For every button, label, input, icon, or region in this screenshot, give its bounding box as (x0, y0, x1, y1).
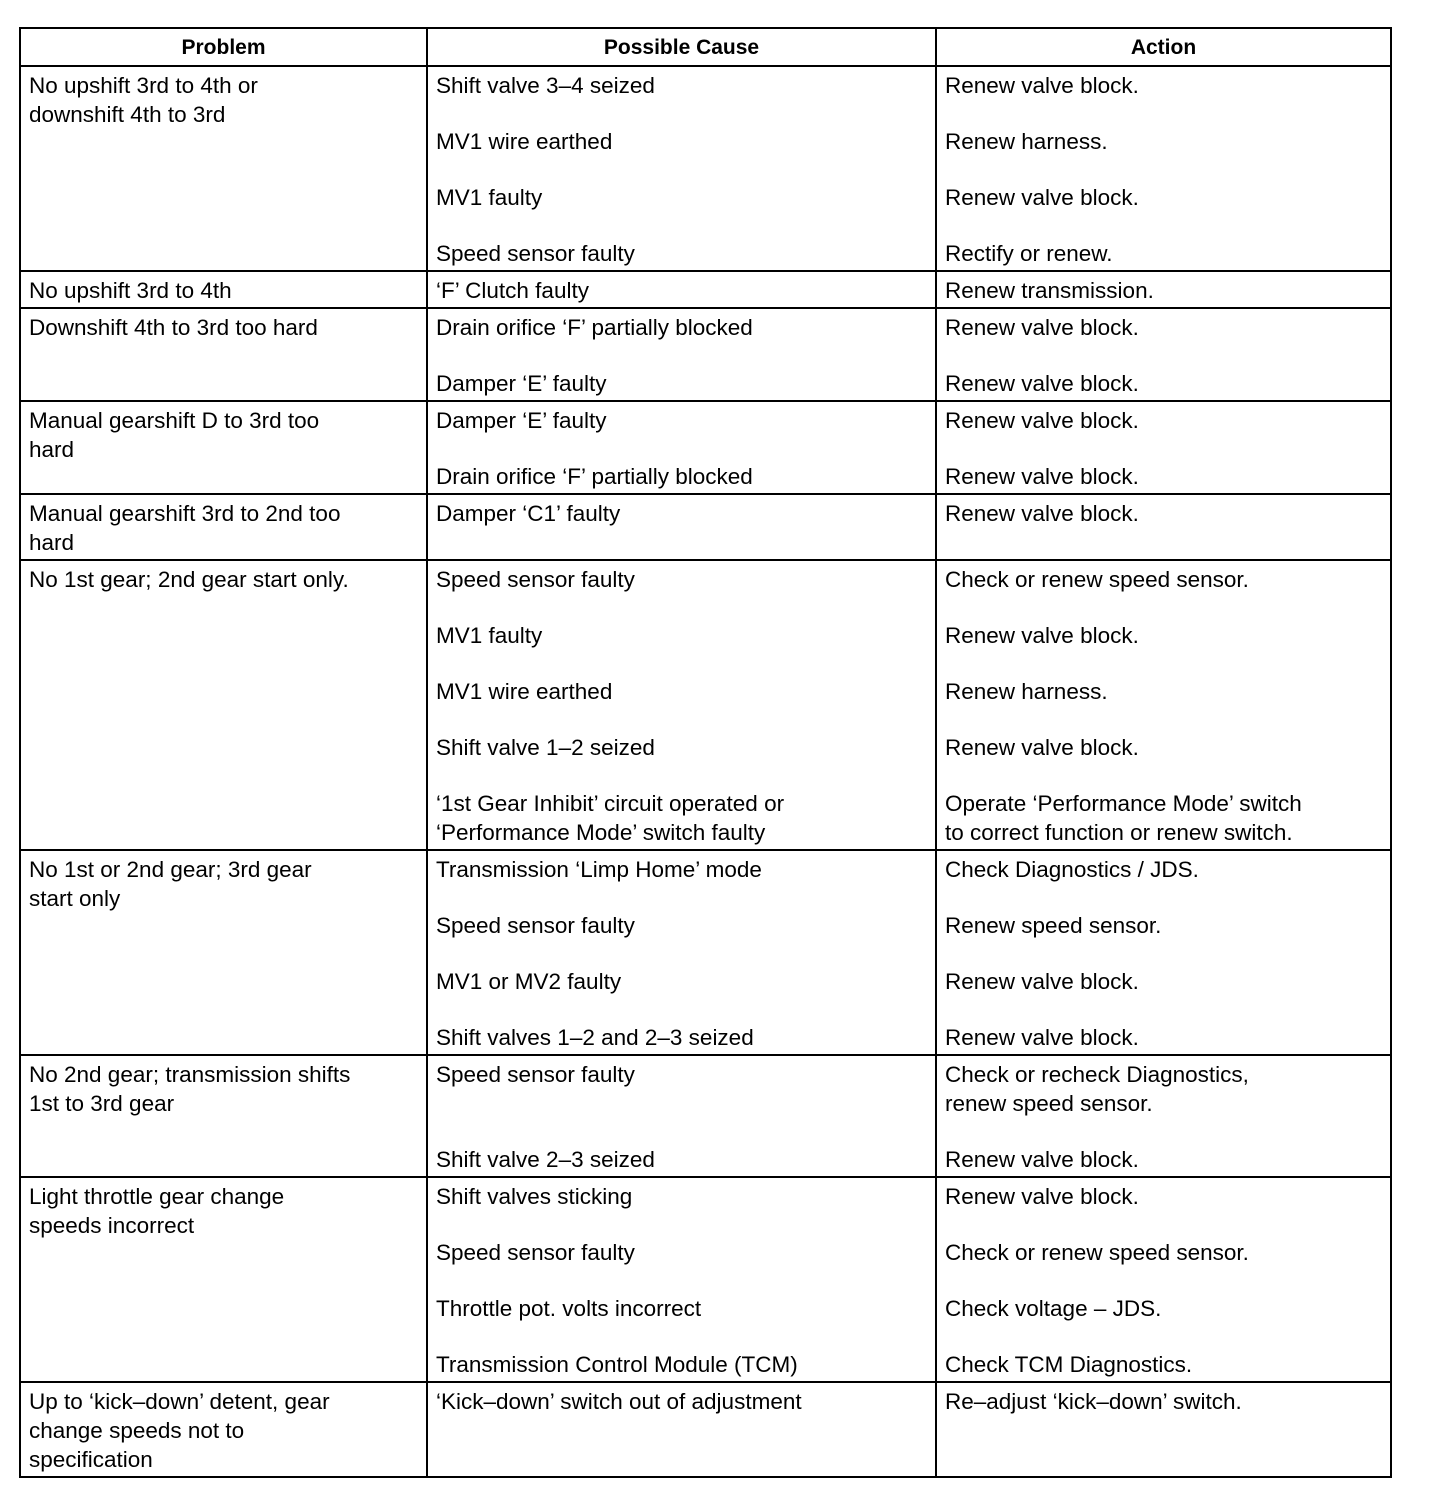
action-text: renew speed sensor. (945, 1091, 1153, 1116)
cause-entry (436, 789, 927, 847)
problem-cell (20, 401, 427, 494)
action-text: Renew transmission. (945, 278, 1154, 303)
action-entry (945, 313, 1382, 342)
action-text: Renew valve block. (945, 371, 1139, 396)
table-row (20, 560, 1391, 850)
action-entry (945, 71, 1382, 100)
problem-text: Light throttle gear change (29, 1184, 285, 1209)
cause-text: Shift valves 1–2 and 2–3 seized (436, 1025, 754, 1050)
action-cell (936, 494, 1391, 560)
cause-entry (436, 621, 927, 650)
problem-text: No 2nd gear; transmission shifts (29, 1062, 351, 1087)
cause-text: MV1 wire earthed (436, 679, 613, 704)
cause-text (436, 1089, 927, 1118)
cause-entry (436, 369, 927, 398)
table-row (20, 494, 1391, 560)
cause-entry (436, 1294, 927, 1323)
cause-text: Speed sensor faulty (436, 241, 635, 266)
table-row (20, 308, 1391, 401)
action-text: Renew valve block. (945, 1184, 1139, 1209)
action-text: Renew harness. (945, 129, 1108, 154)
action-entry (945, 239, 1382, 268)
header-problem: Problem (20, 28, 427, 66)
cause-text: MV1 faulty (436, 623, 543, 648)
cause-text: ‘Performance Mode’ switch faulty (436, 820, 766, 845)
cause-text: Transmission Control Module (TCM) (436, 1352, 798, 1377)
cause-text: Speed sensor faulty (436, 1062, 635, 1087)
possible-cause-cell (427, 850, 936, 1055)
cause-entry (436, 1060, 927, 1118)
action-entry (945, 1060, 1382, 1118)
cause-entry (436, 1145, 927, 1174)
cause-text: Shift valve 2–3 seized (436, 1147, 655, 1172)
action-text: Renew valve block. (945, 1147, 1139, 1172)
action-entry (945, 499, 1382, 528)
problem-text: No 1st gear; 2nd gear start only. (29, 567, 349, 592)
problem-cell (20, 1382, 427, 1477)
problem-cell (20, 850, 427, 1055)
cause-entry (436, 677, 927, 706)
cause-entry (436, 71, 927, 100)
action-text: Renew valve block. (945, 501, 1139, 526)
cause-entry (436, 733, 927, 762)
action-text: Renew valve block. (945, 735, 1139, 760)
action-text: Renew valve block. (945, 464, 1139, 489)
table-row (20, 1055, 1391, 1177)
cause-entry (436, 1023, 927, 1052)
cause-text: Throttle pot. volts incorrect (436, 1296, 702, 1321)
action-entry (945, 789, 1382, 847)
cause-entry (436, 911, 927, 940)
problem-text: hard (29, 530, 75, 555)
cause-text: Damper ‘E’ faulty (436, 408, 607, 433)
cause-text: ‘1st Gear Inhibit’ circuit operated or (436, 791, 785, 816)
action-cell (936, 1177, 1391, 1382)
cause-entry (436, 967, 927, 996)
action-text: Renew harness. (945, 679, 1108, 704)
possible-cause-cell (427, 271, 936, 308)
problem-cell (20, 66, 427, 271)
cause-text: Drain orifice ‘F’ partially blocked (436, 464, 753, 489)
action-entry (945, 1238, 1382, 1267)
cause-text: Speed sensor faulty (436, 567, 635, 592)
problem-text: Up to ‘kick–down’ detent, gear (29, 1389, 330, 1414)
possible-cause-cell (427, 1382, 936, 1477)
problem-text: 1st to 3rd gear (29, 1091, 175, 1116)
possible-cause-cell (427, 401, 936, 494)
action-text: Check Diagnostics / JDS. (945, 857, 1199, 882)
problem-text: downshift 4th to 3rd (29, 102, 226, 127)
action-text: Check or recheck Diagnostics, (945, 1062, 1249, 1087)
action-text: Re–adjust ‘kick–down’ switch. (945, 1389, 1242, 1414)
possible-cause-cell (427, 66, 936, 271)
header-row (20, 28, 1391, 66)
action-entry (945, 1145, 1382, 1174)
action-entry (945, 967, 1382, 996)
action-entry (945, 127, 1382, 156)
table-row (20, 1382, 1391, 1477)
cause-text: MV1 or MV2 faulty (436, 969, 622, 994)
problem-text: speeds incorrect (29, 1213, 195, 1238)
action-text: Renew speed sensor. (945, 913, 1162, 938)
cause-text: Speed sensor faulty (436, 913, 635, 938)
cause-text: MV1 faulty (436, 185, 543, 210)
action-cell (936, 560, 1391, 850)
cause-text: ‘Kick–down’ switch out of adjustment (436, 1389, 802, 1414)
action-entry (945, 1023, 1382, 1052)
problem-text: Manual gearshift 3rd to 2nd too (29, 501, 341, 526)
problem-cell (20, 1177, 427, 1382)
problem-cell (20, 494, 427, 560)
action-entry (945, 1387, 1382, 1416)
action-entry (945, 1350, 1382, 1379)
action-text: to correct function or renew switch. (945, 820, 1293, 845)
problem-cell (20, 1055, 427, 1177)
action-text: Renew valve block. (945, 185, 1139, 210)
cause-entry (436, 276, 927, 305)
cause-entry (436, 499, 927, 528)
action-cell (936, 850, 1391, 1055)
possible-cause-cell (427, 560, 936, 850)
action-cell (936, 308, 1391, 401)
table-row (20, 271, 1391, 308)
cause-entry (436, 239, 927, 268)
action-entry (945, 677, 1382, 706)
cause-entry (436, 1238, 927, 1267)
action-entry (945, 1294, 1382, 1323)
action-entry (945, 183, 1382, 212)
problem-text: start only (29, 886, 121, 911)
table-row (20, 66, 1391, 271)
action-text: Check voltage – JDS. (945, 1296, 1162, 1321)
problem-text: No 1st or 2nd gear; 3rd gear (29, 857, 312, 882)
header-possible-cause: Possible Cause (427, 28, 936, 66)
troubleshooting-table (19, 27, 1392, 1478)
cause-entry (436, 1350, 927, 1379)
cause-entry (436, 565, 927, 594)
problem-text: Manual gearshift D to 3rd too (29, 408, 320, 433)
possible-cause-cell (427, 494, 936, 560)
cause-text: Shift valve 3–4 seized (436, 73, 655, 98)
cause-text: Shift valve 1–2 seized (436, 735, 655, 760)
cause-entry (436, 1182, 927, 1211)
problem-text: specification (29, 1447, 153, 1472)
problem-text: No upshift 3rd to 4th (29, 278, 232, 303)
action-cell (936, 271, 1391, 308)
action-entry (945, 733, 1382, 762)
cause-text: Drain orifice ‘F’ partially blocked (436, 315, 753, 340)
action-cell (936, 66, 1391, 271)
cause-text: Speed sensor faulty (436, 1240, 635, 1265)
action-cell (936, 401, 1391, 494)
action-entry (945, 565, 1382, 594)
action-text: Check or renew speed sensor. (945, 1240, 1249, 1265)
cause-entry (436, 1387, 927, 1416)
problem-text: No upshift 3rd to 4th or (29, 73, 258, 98)
action-text: Renew valve block. (945, 1025, 1139, 1050)
cause-text: Damper ‘E’ faulty (436, 371, 607, 396)
possible-cause-cell (427, 308, 936, 401)
problem-text: hard (29, 437, 75, 462)
action-entry (945, 621, 1382, 650)
cause-entry (436, 406, 927, 435)
problem-text: Downshift 4th to 3rd too hard (29, 315, 318, 340)
action-text: Operate ‘Performance Mode’ switch (945, 791, 1302, 816)
action-entry (945, 1182, 1382, 1211)
action-text: Renew valve block. (945, 408, 1139, 433)
cause-text: ‘F’ Clutch faulty (436, 278, 589, 303)
action-entry (945, 911, 1382, 940)
cause-text: Damper ‘C1’ faulty (436, 501, 621, 526)
action-text: Rectify or renew. (945, 241, 1113, 266)
cause-entry (436, 462, 927, 491)
problem-cell (20, 271, 427, 308)
possible-cause-cell (427, 1177, 936, 1382)
header-action: Action (936, 28, 1391, 66)
cause-text: Transmission ‘Limp Home’ mode (436, 857, 762, 882)
table-body (20, 66, 1391, 1477)
action-text: Renew valve block. (945, 623, 1139, 648)
problem-cell (20, 308, 427, 401)
action-entry (945, 276, 1382, 305)
table-row (20, 850, 1391, 1055)
problem-text: change speeds not to (29, 1418, 245, 1443)
action-entry (945, 462, 1382, 491)
action-cell (936, 1382, 1391, 1477)
action-text: Check or renew speed sensor. (945, 567, 1249, 592)
cause-entry (436, 127, 927, 156)
action-cell (936, 1055, 1391, 1177)
problem-cell (20, 560, 427, 850)
possible-cause-cell (427, 1055, 936, 1177)
table-row (20, 401, 1391, 494)
action-text: Renew valve block. (945, 73, 1139, 98)
action-text: Renew valve block. (945, 969, 1139, 994)
cause-entry (436, 855, 927, 884)
action-entry (945, 369, 1382, 398)
cause-text: MV1 wire earthed (436, 129, 613, 154)
action-text: Check TCM Diagnostics. (945, 1352, 1193, 1377)
action-entry (945, 406, 1382, 435)
action-entry (945, 855, 1382, 884)
cause-entry (436, 183, 927, 212)
cause-entry (436, 313, 927, 342)
cause-text: Shift valves sticking (436, 1184, 633, 1209)
table-row (20, 1177, 1391, 1382)
action-text: Renew valve block. (945, 315, 1139, 340)
